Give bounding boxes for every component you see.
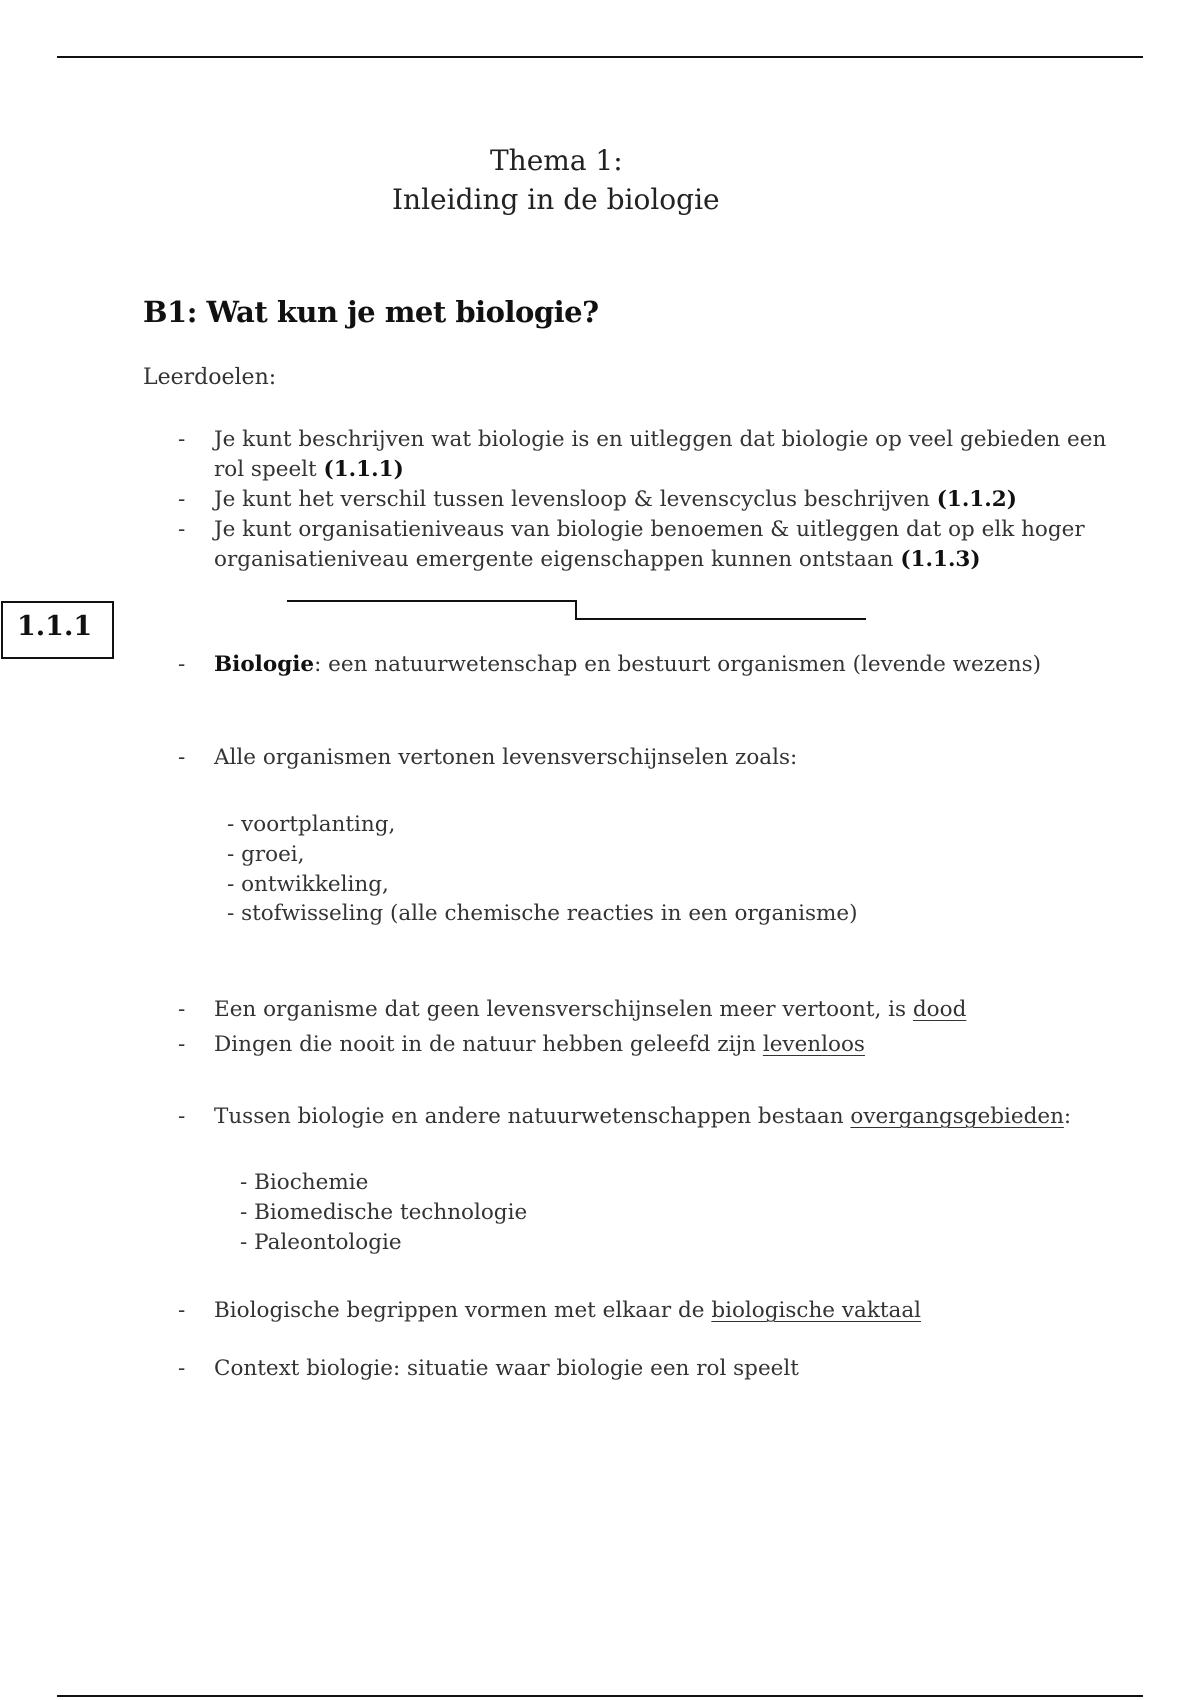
overgang-text: Tussen biologie en andere natuurwetenschappen bestaan [214,1104,851,1129]
biologie-definition: : een natuurwetenschap en bestuurt organismen (levende wezens) [314,652,1042,677]
bullet-dash: - [178,652,186,677]
bottom-rule [57,1695,1143,1697]
learning-goal-text: organisatieniveau emergente eigenschappen kunnen ontstaan [214,547,894,572]
bullet-dash: - [178,487,186,512]
sub-list-item: - stofwisseling (alle chemische reacties in een organisme) [227,901,858,926]
levenloos-text: Dingen die nooit in de natuur hebben geleefd zijn [214,1032,763,1057]
bullet-dash: - [178,1356,186,1381]
sub-list-item: - ontwikkeling, [227,872,389,897]
bullet-dash: - [178,427,186,452]
bullet-dash: - [178,997,186,1022]
learning-goal-text: rol speelt [214,457,317,482]
sub-list-item: - groei, [227,842,305,867]
term-levenloos: levenloos [762,1032,865,1057]
sub-list-item: - Paleontologie [240,1230,402,1255]
term-biologische-vaktaal: biologische vaktaal [711,1298,922,1323]
theme-subtitle: Inleiding in de biologie [392,183,720,216]
learning-goals-label: Leerdoelen: [143,365,277,390]
section-heading: B1: Wat kun je met biologie? [143,295,599,329]
sub-list-item: - voortplanting, [227,812,396,837]
goal-reference: (1.1.3) [900,547,981,572]
bullet-dash: - [178,745,186,770]
sub-list-item: - Biochemie [240,1170,369,1195]
sub-list-item: - Biomedische technologie [240,1200,528,1225]
bullet-dash: - [178,1298,186,1323]
dood-text: Een organisme dat geen levensverschijnselen meer vertoont, is [214,997,913,1022]
goal-reference: (1.1.1) [323,457,404,482]
bullet-dash: - [178,1104,186,1129]
bullet-dash: - [178,517,186,542]
term-dood: dood [912,997,967,1022]
term-overgangsgebieden: overgangsgebieden [850,1104,1064,1129]
vaktaal-text: Biologische begrippen vormen met elkaar de [214,1298,712,1323]
learning-goal-text: Je kunt beschrijven wat biologie is en uitleggen dat biologie op veel gebieden een [214,427,1107,452]
goal-reference: (1.1.2) [936,487,1017,512]
theme-title: Thema 1: [490,144,623,177]
context-text: Context biologie: situatie waar biologie een rol speelt [214,1356,799,1381]
learning-goal-text: Je kunt organisatieniveaus van biologie benoemen & uitleggen dat op elk hoger [214,517,1085,542]
levensverschijnselen-intro: Alle organismen vertonen levensverschijnselen zoals: [214,745,798,770]
bullet-dash: - [178,1032,186,1057]
term-biologie: Biologie [214,652,315,677]
section-number-box: 1.1.1 [1,601,114,659]
learning-goal-text: Je kunt het verschil tussen levensloop & levenscyclus beschrijven [214,487,930,512]
